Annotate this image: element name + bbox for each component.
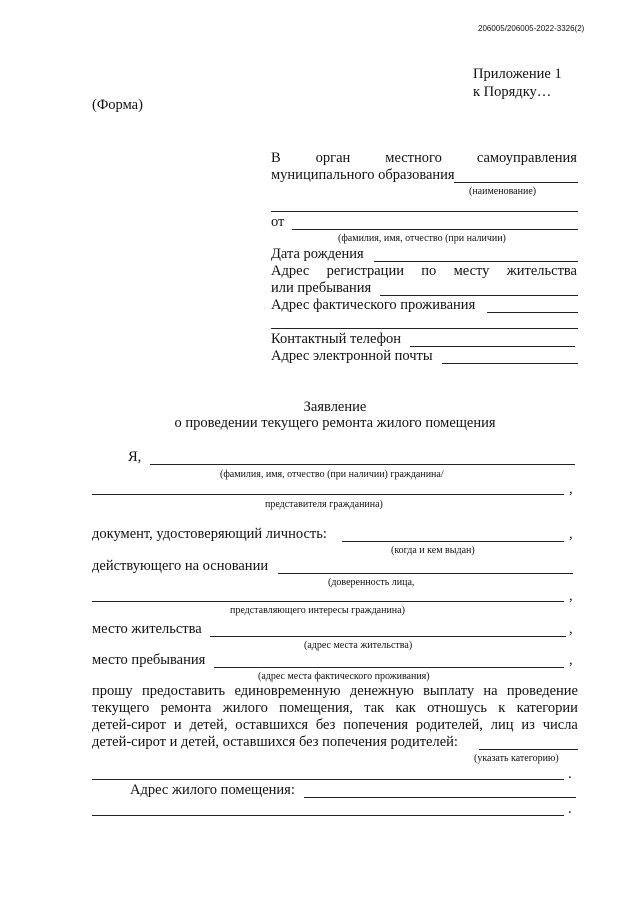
housing-address-field[interactable]: [304, 797, 576, 798]
registration-line: [271, 263, 577, 280]
word: родителей,: [415, 717, 483, 733]
word: оставшихся: [235, 717, 309, 733]
acting-basis-label: действующего на основании: [92, 558, 269, 574]
word: жилого: [222, 700, 268, 716]
word: единовременную: [234, 683, 341, 699]
word: выплату: [423, 683, 475, 699]
stay-label: место пребывания: [92, 652, 206, 668]
actual-address-field[interactable]: [487, 312, 578, 313]
phone-label: Контактный телефон: [271, 331, 402, 347]
word: отношусь: [427, 700, 487, 716]
fio-hint: (фамилия, имя, отчество (при наличии): [338, 233, 506, 244]
form-label: (Форма): [92, 97, 143, 113]
to-organ-line: [271, 150, 577, 167]
i-label: Я,: [128, 449, 142, 465]
email-field[interactable]: [442, 363, 578, 364]
comma: ,: [569, 621, 573, 637]
citizen-name-field-2[interactable]: [92, 494, 564, 495]
comma: ,: [569, 526, 573, 542]
municipality-label: муниципального образования: [271, 167, 455, 183]
citizen-name-field[interactable]: [150, 464, 575, 465]
word: ремонта: [160, 700, 212, 716]
comma: ,: [569, 588, 573, 604]
title-line-1: Заявление: [303, 399, 367, 415]
word: местного: [385, 150, 442, 166]
comma: ,: [569, 652, 573, 668]
word: на: [483, 683, 498, 699]
word: предоставить: [141, 683, 226, 699]
appendix-line-2: к Порядку…: [473, 84, 552, 100]
word: жительства: [506, 263, 577, 279]
or-stay-label: или пребывания: [271, 280, 372, 296]
word: попечения: [343, 717, 408, 733]
phone-field[interactable]: [410, 346, 575, 347]
document-code: 206005/206005-2022-3326(2): [478, 24, 585, 33]
word: прошу: [92, 683, 133, 699]
housing-address-label: Адрес жилого помещения:: [130, 782, 295, 798]
category-field-2[interactable]: [92, 779, 564, 780]
word: денежную: [349, 683, 414, 699]
power-of-attorney-hint: (доверенность лица,: [328, 577, 415, 588]
birth-date-label: Дата рождения: [271, 246, 364, 262]
request-line-3: [92, 717, 578, 734]
request-line-4: детей-сирот и детей, оставшихся без попечения родителей:: [92, 734, 458, 750]
comma: ,: [569, 481, 573, 497]
from-field[interactable]: [292, 229, 578, 230]
word: по: [421, 263, 437, 279]
residence-label: место жительства: [92, 621, 202, 637]
municipality-name-field[interactable]: [454, 182, 578, 183]
id-issued-hint: (когда и кем выдан): [391, 545, 475, 556]
category-field[interactable]: [479, 749, 578, 750]
word: категории: [516, 700, 578, 716]
word: орган: [315, 150, 351, 166]
word: и: [173, 717, 182, 733]
word: к: [498, 700, 506, 716]
period: .: [568, 766, 572, 782]
actual-address-label: Адрес фактического проживания: [271, 297, 476, 313]
word: детей,: [189, 717, 228, 733]
word: числа: [542, 717, 578, 733]
word: самоуправления: [476, 150, 577, 166]
title-line-2: о проведении текущего ремонта жилого помещения: [174, 415, 496, 431]
id-document-label: документ, удостоверяющий личность:: [92, 526, 327, 542]
request-line-1: [92, 683, 578, 700]
residence-field[interactable]: [210, 636, 566, 637]
word: лиц: [490, 717, 514, 733]
housing-address-field-2[interactable]: [92, 815, 564, 816]
word: текущего: [92, 700, 150, 716]
request-line-2: [92, 700, 578, 717]
word: как: [395, 700, 416, 716]
word: детей-сирот: [92, 717, 167, 733]
word: без: [315, 717, 336, 733]
word: регистрации: [326, 263, 404, 279]
period: .: [568, 801, 572, 817]
word: В: [271, 150, 281, 166]
actual-address-field-2[interactable]: [271, 328, 578, 329]
name-hint: (наименование): [469, 186, 537, 197]
word: из: [521, 717, 535, 733]
word: так: [364, 700, 385, 716]
word: месту: [453, 263, 490, 279]
acting-basis-field-2[interactable]: [92, 601, 564, 602]
birth-date-field[interactable]: [374, 261, 578, 262]
residence-hint: (адрес места жительства): [304, 640, 413, 651]
citizen-hint: (фамилия, имя, отчество (при наличии) гражданина/: [220, 469, 444, 480]
representative-hint: представителя гражданина): [265, 499, 383, 510]
municipality-name-field-2[interactable]: [271, 211, 578, 212]
stay-hint: (адрес места фактического проживания): [258, 671, 430, 682]
from-label: от: [271, 214, 285, 230]
email-label: Адрес электронной почты: [271, 348, 433, 364]
interests-hint: представляющего интересы гражданина): [230, 605, 405, 616]
id-document-field[interactable]: [342, 541, 564, 542]
word: проведение: [506, 683, 578, 699]
word: помещения,: [279, 700, 353, 716]
stay-field[interactable]: [214, 667, 564, 668]
acting-basis-field[interactable]: [278, 573, 573, 574]
word: Адрес: [271, 263, 310, 279]
appendix-line-1: Приложение 1: [473, 66, 562, 82]
registration-field[interactable]: [380, 295, 578, 296]
category-hint: (указать категорию): [474, 753, 559, 764]
